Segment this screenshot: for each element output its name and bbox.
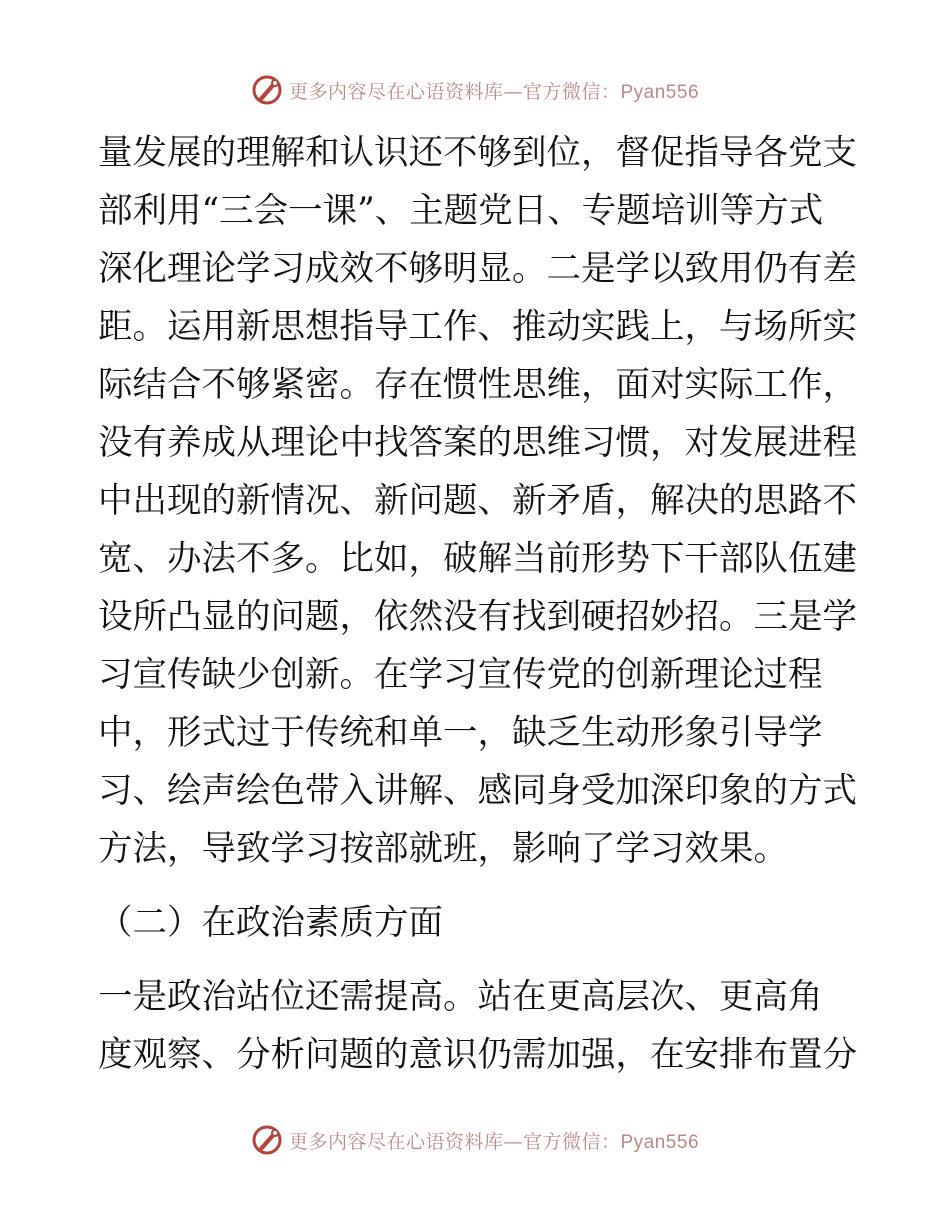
- header-watermark: [0, 70, 950, 110]
- text-line: 距。运用新思想指导工作、推动实践上，与场所实: [98, 307, 857, 347]
- text-line: 中，形式过于传统和单一，缺乏生动形象引导学: [98, 713, 823, 753]
- text-line: 设所凸显的问题，依然没有找到硬招妙招。三是学: [98, 597, 857, 637]
- text-line: 一是政治站位还需提高。站在更高层次、更高角: [98, 977, 823, 1017]
- text-line: 部利用“三会一课”、主题党日、专题培训等方式: [98, 191, 824, 231]
- text-line: 际结合不够紧密。存在惯性思维，面对实际工作，: [98, 365, 857, 405]
- document-body: [98, 124, 858, 1084]
- text-line: 宽、办法不多。比如，破解当前形势下干部队伍建: [98, 539, 857, 579]
- watermark-text: 更多内容尽在心语资料库—官方微信：Pyan556: [288, 1130, 700, 1153]
- text-line: 方法，导致学习按部就班，影响了学习效果。: [98, 829, 788, 869]
- paragraph-2: [98, 968, 858, 1084]
- text-line: 习宣传缺少创新。在学习宣传党的创新理论过程: [98, 655, 823, 695]
- text-line: 度观察、分析问题的意识仍需加强，在安排布置分: [98, 1035, 857, 1075]
- section-heading: （二）在政治素质方面: [98, 903, 443, 943]
- text-line: 深化理论学习成效不够明显。二是学以致用仍有差: [98, 249, 857, 289]
- footer-watermark: [0, 1120, 950, 1160]
- text-line: 习、绘声绘色带入讲解、感同身受加深印象的方式: [98, 771, 857, 811]
- watermark-text: 更多内容尽在心语资料库—官方微信：Pyan556: [288, 80, 700, 103]
- paragraph-1: [98, 124, 858, 878]
- logo-icon: [251, 74, 283, 106]
- text-line: 中出现的新情况、新问题、新矛盾，解决的思路不: [98, 481, 857, 521]
- text-line: 没有养成从理论中找答案的思维习惯，对发展进程: [98, 423, 857, 463]
- logo-icon: [251, 1124, 283, 1156]
- text-line: 量发展的理解和认识还不够到位，督促指导各党支: [98, 133, 857, 173]
